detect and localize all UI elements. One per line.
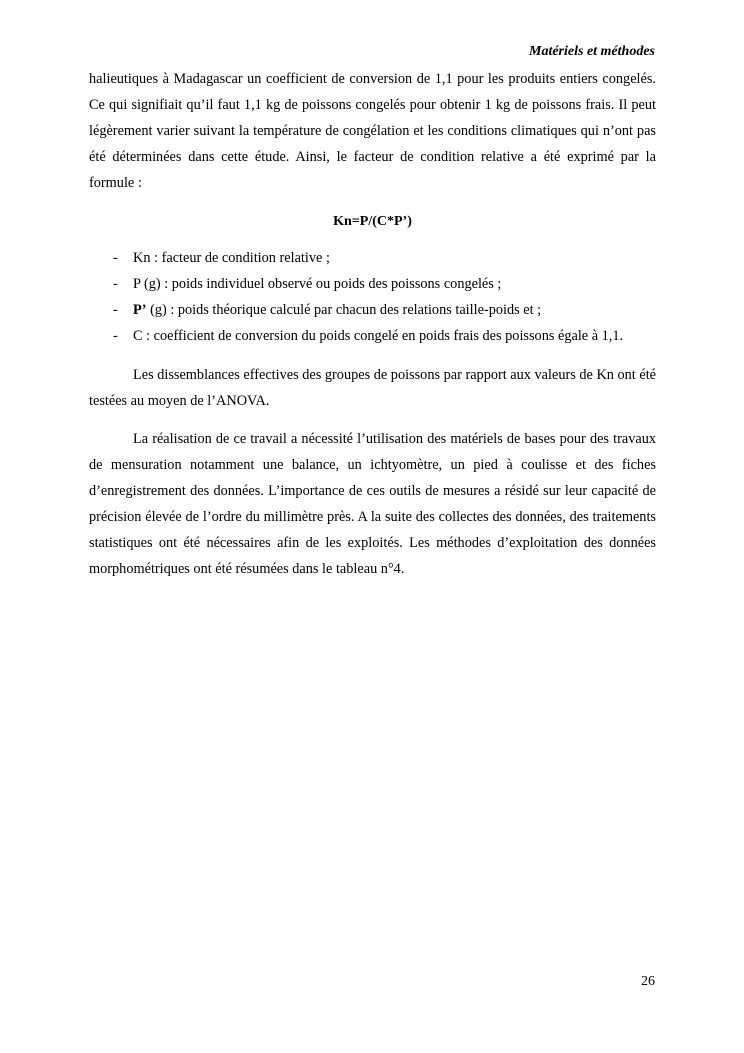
definition-text: : facteur de condition relative ;	[150, 250, 330, 266]
definition-text: : coefficient de conversion du poids congelé en poids frais des poissons égale à 1,1.	[142, 328, 624, 344]
definition-term: C	[133, 328, 143, 344]
page-number: 26	[641, 974, 655, 989]
definition-term: P	[133, 276, 141, 292]
definition-item	[89, 274, 656, 300]
definition-item	[89, 326, 656, 352]
list-dash: -	[113, 328, 118, 344]
definition-text: (g) : poids individuel observé ou poids des poissons congelés ;	[140, 276, 502, 292]
definition-item	[89, 248, 656, 274]
formula-kn: Kn=P/(C*P’)	[333, 214, 412, 229]
running-header: Matériels et méthodes	[529, 44, 655, 59]
list-dash: -	[113, 250, 118, 266]
paragraph-anova: Les dissemblances effectives des groupes de poissons par rapport aux valeurs de Kn ont été testées au moyen de l’ANOVA.	[89, 367, 657, 409]
definition-term: Kn	[133, 250, 151, 266]
definition-text: (g) : poids théorique calculé par chacun des relations taille-poids et ;	[146, 302, 542, 318]
paragraph-conversion-coefficient: halieutiques à Madagascar un coefficient de conversion de 1,1 pour les produits entiers congelés. Ce qui signifiait qu’il faut 1,1 kg de poissons congelés pour obtenir 1 kg de poissons frais. Il peut légèrement varier suivant la température de congélation et les conditions climatiques qui n’ont pas été déterminées dans cette étude. Ainsi, le facteur de condition relative a été exprimé par la formule :	[89, 71, 656, 191]
list-dash: -	[113, 302, 118, 318]
paragraph-materials: La réalisation de ce travail a nécessité l’utilisation des matériels de bases pour des travaux de mensuration notamment une balance, un ichtyomètre, un pied à coulisse et des fiches d’enregistrement des données. L’importance de ces outils de mesures a résidé sur leur capacité de précision élevée de l’ordre du millimètre près. A la suite des collectes des données, des traitements statistiques ont été nécessaires afin de les exploités. Les méthodes d’exploitation des données morphométriques ont été résumées dans le tableau n°4.	[89, 431, 656, 577]
definition-item	[89, 300, 656, 326]
definition-list	[89, 248, 656, 352]
definition-term: P’	[133, 302, 147, 318]
list-dash: -	[113, 276, 118, 292]
